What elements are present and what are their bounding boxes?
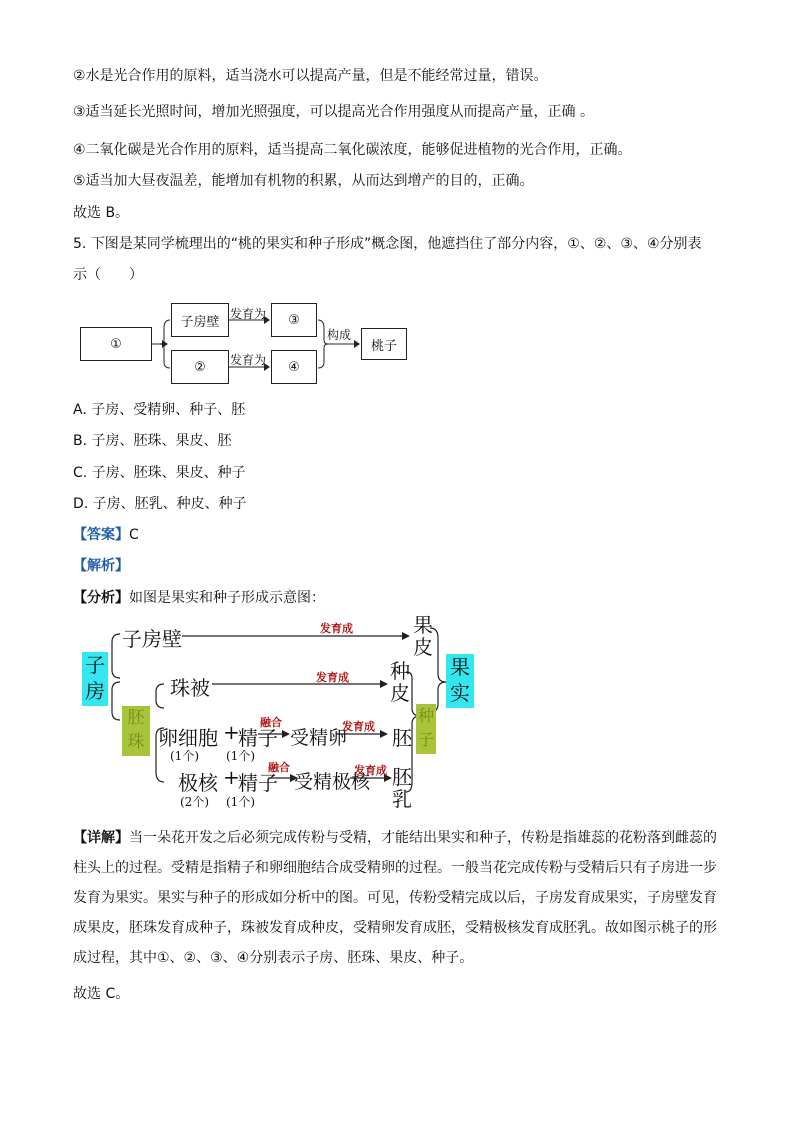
ovary-char: 子 xyxy=(85,653,105,677)
develop-label: 发育成 xyxy=(320,622,353,635)
develop-label: 发育成 xyxy=(316,671,349,684)
text-line: ②水是光合作用的原料，适当浇水可以提高产量，但是不能经常过量，错误。 xyxy=(73,68,548,84)
plus-sign: + xyxy=(223,720,240,744)
text-line: ③适当延长光照时间，增加光照强度，可以提高光合作用强度从而提高产量，正确 。 xyxy=(73,104,594,120)
egg-label: 卵细胞 xyxy=(158,726,218,750)
text-line: ④二氧化碳是光合作用的原料，适当提高二氧化碳浓度，能够促进植物的光合作用，正确。 xyxy=(73,142,632,158)
zygote-label: 受精卵 xyxy=(290,727,348,749)
node-ovary-wall: 子房壁 xyxy=(171,303,229,337)
polar-label: 极核 xyxy=(178,771,218,795)
fenxi-tag: 【分析】 xyxy=(73,590,129,606)
fuse-label: 融合 xyxy=(268,761,290,774)
fuse-label: 融合 xyxy=(260,716,282,729)
seed-char: 种 xyxy=(417,706,434,725)
ovule-box xyxy=(122,706,150,756)
seed-char: 子 xyxy=(417,730,434,749)
count-label: (1个) xyxy=(170,749,199,763)
ovule-char: 珠 xyxy=(127,732,145,752)
fruit-box xyxy=(446,654,474,708)
detail-paragraph xyxy=(73,823,723,973)
option-a: A. 子房、受精卵、种子、胚 xyxy=(73,402,246,418)
seed-coat-char: 种 xyxy=(390,659,410,683)
pericarp-char: 果 xyxy=(413,613,433,637)
endosperm-label xyxy=(392,766,412,810)
count-label: (2个) xyxy=(180,795,209,809)
answer-value: C xyxy=(129,527,139,543)
final-answer: 故选 C。 xyxy=(73,986,130,1002)
develop-label: 发育成 xyxy=(354,764,387,777)
count-label: (1个) xyxy=(226,749,255,763)
node-1: ① xyxy=(80,327,152,361)
integument-label: 珠被 xyxy=(170,676,210,700)
plus-sign: + xyxy=(223,765,240,789)
question-stem: 5. 下图是某同学梳理出的“桃的果实和种子形成”概念图，他遮挡住了部分内容，①、②、③、④分别表 xyxy=(73,236,702,252)
question-stem-cont: 示（ ） xyxy=(73,267,143,283)
edge-label-develop: 发育为 xyxy=(230,307,267,321)
endosperm-char: 胚 xyxy=(392,765,412,789)
pericarp-char: 皮 xyxy=(413,635,433,659)
node-peach: 桃子 xyxy=(361,328,407,360)
ovule-char: 胚 xyxy=(127,708,145,728)
seed-coat-char: 皮 xyxy=(390,681,410,705)
fruit-formation-figure xyxy=(80,612,480,817)
detail-text: 当一朵花开发之后必须完成传粉与受精，才能结出果实和种子，传粉是指雄蕊的花粉落到雌蕊的柱头上的过程。受精是指精子和卵细胞结合成受精卵的过程。一般当花完成传粉与受精后只有子房进一步发育为果实。果实与种子的形成如分析中的图。可见，传粉受精完成以后，子房发育成果实，子房壁发育成果皮，胚珠发育成种子，珠被发育成种皮，受精卵发育成胚，受精极核发育成胚乳。故如图示桃子的形成过程，其中①、②、③、④分别表示子房、胚珠、果皮、种子。 xyxy=(73,830,717,966)
text-line: ⑤适当加大昼夜温差，能增加有机物的积累，从而达到增产的目的，正确。 xyxy=(73,173,534,189)
fenxi-text: 如图是果实和种子形成示意图： xyxy=(129,590,325,606)
edge-label-compose: 构成 xyxy=(327,328,352,342)
fert-polar-label: 受精极核 xyxy=(294,771,371,793)
option-d: D. 子房、胚乳、种皮、种子 xyxy=(73,496,247,512)
fruit-char: 实 xyxy=(450,681,470,705)
detail-tag: 【详解】 xyxy=(73,830,129,846)
endosperm-char: 乳 xyxy=(392,787,412,811)
option-b: B. 子房、胚珠、果皮、胚 xyxy=(73,433,232,449)
embryo-label: 胚 xyxy=(392,726,412,750)
option-c: C. 子房、胚珠、果皮、种子 xyxy=(73,465,246,481)
analysis-label: 【解析】 xyxy=(73,558,129,574)
node-4: ④ xyxy=(271,350,317,384)
node-2: ② xyxy=(171,350,229,384)
ovary-wall-label: 子房壁 xyxy=(122,627,182,651)
fenxi-line xyxy=(73,588,325,608)
text-line: 故选 B。 xyxy=(73,205,130,221)
seed-box xyxy=(416,704,436,754)
answer-line xyxy=(73,525,139,545)
answer-tag: 【答案】 xyxy=(73,527,129,543)
concept-map xyxy=(78,300,418,390)
ovary-box xyxy=(82,652,108,706)
edge-label-develop: 发育为 xyxy=(230,353,267,367)
ovary-char: 房 xyxy=(85,679,105,703)
analysis-tag xyxy=(73,556,129,576)
sperm-label: 精子 xyxy=(238,726,278,750)
develop-label: 发育成 xyxy=(342,720,375,733)
pericarp-label xyxy=(413,614,433,658)
node-3: ③ xyxy=(271,303,317,337)
count-label: (1个) xyxy=(226,795,255,809)
seed-coat-label xyxy=(390,660,410,704)
fruit-char: 果 xyxy=(450,655,470,679)
sperm-label: 精子 xyxy=(238,771,278,795)
